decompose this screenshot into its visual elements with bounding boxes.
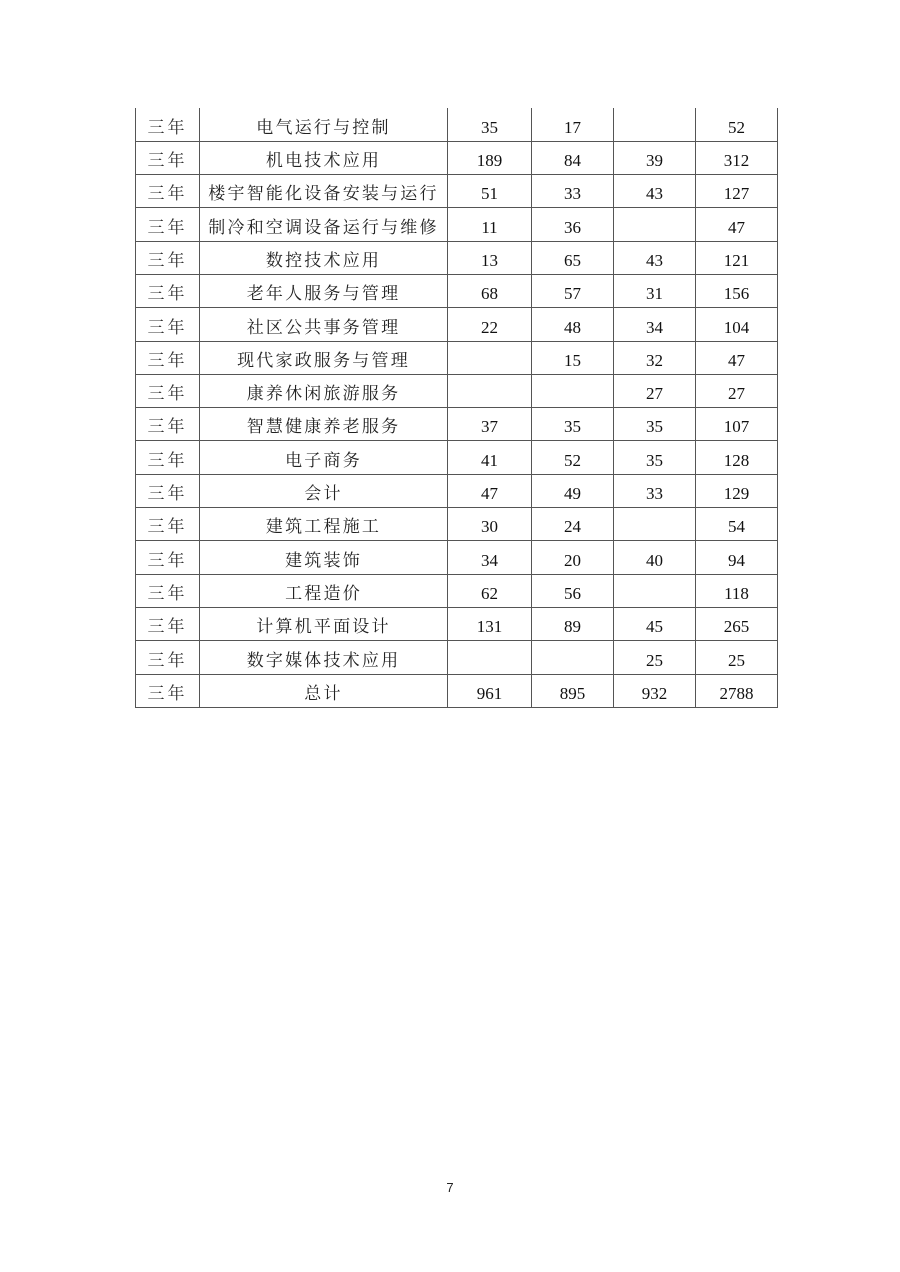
total-count-cell: 127 bbox=[696, 175, 778, 208]
grade-1-count-cell: 11 bbox=[448, 208, 532, 241]
table-row bbox=[136, 408, 778, 441]
grade-2-count-cell: 49 bbox=[532, 474, 614, 507]
total-count-cell: 52 bbox=[696, 108, 778, 141]
table-row bbox=[136, 141, 778, 174]
table-row bbox=[136, 441, 778, 474]
duration-cell: 三年 bbox=[136, 508, 200, 541]
grade-3-count-cell: 31 bbox=[614, 274, 696, 307]
table-row-total bbox=[136, 674, 778, 707]
grade-2-count-cell: 33 bbox=[532, 175, 614, 208]
table-row bbox=[136, 541, 778, 574]
grade-2-count-cell: 17 bbox=[532, 108, 614, 141]
major-name-cell: 社区公共事务管理 bbox=[200, 308, 448, 341]
grade-2-count-cell: 35 bbox=[532, 408, 614, 441]
grade-2-count-cell: 24 bbox=[532, 508, 614, 541]
grade-2-count-cell bbox=[532, 374, 614, 407]
table-row bbox=[136, 274, 778, 307]
major-name-cell: 建筑装饰 bbox=[200, 541, 448, 574]
total-count-cell: 128 bbox=[696, 441, 778, 474]
major-name-cell: 计算机平面设计 bbox=[200, 607, 448, 640]
total-count-cell: 104 bbox=[696, 308, 778, 341]
table-row bbox=[136, 108, 778, 141]
grade-3-count-cell bbox=[614, 508, 696, 541]
major-name-cell: 康养休闲旅游服务 bbox=[200, 374, 448, 407]
grade-1-count-cell bbox=[448, 341, 532, 374]
duration-cell: 三年 bbox=[136, 141, 200, 174]
major-name-cell: 数控技术应用 bbox=[200, 241, 448, 274]
grade-1-count-cell bbox=[448, 374, 532, 407]
duration-cell: 三年 bbox=[136, 308, 200, 341]
grade-2-count-cell: 52 bbox=[532, 441, 614, 474]
total-count-cell: 94 bbox=[696, 541, 778, 574]
total-count-cell: 107 bbox=[696, 408, 778, 441]
grade-2-count-cell: 84 bbox=[532, 141, 614, 174]
major-name-cell: 机电技术应用 bbox=[200, 141, 448, 174]
duration-cell: 三年 bbox=[136, 241, 200, 274]
table-row bbox=[136, 374, 778, 407]
total-count-cell: 54 bbox=[696, 508, 778, 541]
duration-cell: 三年 bbox=[136, 374, 200, 407]
grade-3-count-cell: 45 bbox=[614, 607, 696, 640]
major-name-cell: 电子商务 bbox=[200, 441, 448, 474]
grade-3-count-cell: 43 bbox=[614, 241, 696, 274]
grade-2-count-cell bbox=[532, 641, 614, 674]
grade-3-count-cell: 33 bbox=[614, 474, 696, 507]
total-count-cell: 118 bbox=[696, 574, 778, 607]
grade-3-count-cell: 25 bbox=[614, 641, 696, 674]
duration-cell: 三年 bbox=[136, 408, 200, 441]
grade-3-count-cell: 27 bbox=[614, 374, 696, 407]
major-name-cell: 老年人服务与管理 bbox=[200, 274, 448, 307]
table-row bbox=[136, 574, 778, 607]
table-row bbox=[136, 175, 778, 208]
major-name-cell: 会计 bbox=[200, 474, 448, 507]
grade-2-count-cell: 15 bbox=[532, 341, 614, 374]
grade-3-count-cell: 34 bbox=[614, 308, 696, 341]
table-row bbox=[136, 208, 778, 241]
total-count-cell: 312 bbox=[696, 141, 778, 174]
grade-3-count-cell: 932 bbox=[614, 674, 696, 707]
total-count-cell: 25 bbox=[696, 641, 778, 674]
grade-1-count-cell: 13 bbox=[448, 241, 532, 274]
total-count-cell: 2788 bbox=[696, 674, 778, 707]
major-name-cell: 工程造价 bbox=[200, 574, 448, 607]
table-row bbox=[136, 641, 778, 674]
total-count-cell: 121 bbox=[696, 241, 778, 274]
duration-cell: 三年 bbox=[136, 674, 200, 707]
major-name-cell: 现代家政服务与管理 bbox=[200, 341, 448, 374]
grade-1-count-cell: 37 bbox=[448, 408, 532, 441]
grade-2-count-cell: 20 bbox=[532, 541, 614, 574]
duration-cell: 三年 bbox=[136, 208, 200, 241]
grade-2-count-cell: 895 bbox=[532, 674, 614, 707]
total-count-cell: 47 bbox=[696, 208, 778, 241]
duration-cell: 三年 bbox=[136, 574, 200, 607]
grade-3-count-cell bbox=[614, 574, 696, 607]
duration-cell: 三年 bbox=[136, 341, 200, 374]
grade-1-count-cell: 62 bbox=[448, 574, 532, 607]
duration-cell: 三年 bbox=[136, 474, 200, 507]
duration-cell: 三年 bbox=[136, 441, 200, 474]
major-name-cell: 建筑工程施工 bbox=[200, 508, 448, 541]
grade-3-count-cell: 40 bbox=[614, 541, 696, 574]
major-name-cell: 总计 bbox=[200, 674, 448, 707]
duration-cell: 三年 bbox=[136, 607, 200, 640]
table-row bbox=[136, 474, 778, 507]
grade-3-count-cell: 35 bbox=[614, 408, 696, 441]
grade-1-count-cell: 35 bbox=[448, 108, 532, 141]
grade-1-count-cell: 189 bbox=[448, 141, 532, 174]
grade-2-count-cell: 36 bbox=[532, 208, 614, 241]
grade-3-count-cell: 35 bbox=[614, 441, 696, 474]
grade-1-count-cell: 47 bbox=[448, 474, 532, 507]
grade-3-count-cell: 39 bbox=[614, 141, 696, 174]
enrollment-table bbox=[135, 108, 778, 708]
table-row bbox=[136, 607, 778, 640]
total-count-cell: 47 bbox=[696, 341, 778, 374]
major-name-cell: 制冷和空调设备运行与维修 bbox=[200, 208, 448, 241]
grade-1-count-cell: 34 bbox=[448, 541, 532, 574]
grade-2-count-cell: 89 bbox=[532, 607, 614, 640]
total-count-cell: 156 bbox=[696, 274, 778, 307]
table-row bbox=[136, 508, 778, 541]
major-name-cell: 电气运行与控制 bbox=[200, 108, 448, 141]
major-name-cell: 楼宇智能化设备安装与运行 bbox=[200, 175, 448, 208]
page-number: 7 bbox=[446, 1180, 454, 1195]
grade-3-count-cell: 43 bbox=[614, 175, 696, 208]
duration-cell: 三年 bbox=[136, 541, 200, 574]
grade-1-count-cell bbox=[448, 641, 532, 674]
grade-2-count-cell: 57 bbox=[532, 274, 614, 307]
grade-2-count-cell: 56 bbox=[532, 574, 614, 607]
major-name-cell: 数字媒体技术应用 bbox=[200, 641, 448, 674]
duration-cell: 三年 bbox=[136, 108, 200, 141]
grade-1-count-cell: 41 bbox=[448, 441, 532, 474]
grade-2-count-cell: 65 bbox=[532, 241, 614, 274]
grade-1-count-cell: 68 bbox=[448, 274, 532, 307]
grade-3-count-cell bbox=[614, 208, 696, 241]
total-count-cell: 265 bbox=[696, 607, 778, 640]
grade-2-count-cell: 48 bbox=[532, 308, 614, 341]
duration-cell: 三年 bbox=[136, 274, 200, 307]
grade-1-count-cell: 22 bbox=[448, 308, 532, 341]
total-count-cell: 129 bbox=[696, 474, 778, 507]
grade-1-count-cell: 30 bbox=[448, 508, 532, 541]
table-body bbox=[136, 108, 778, 707]
grade-3-count-cell: 32 bbox=[614, 341, 696, 374]
grade-1-count-cell: 961 bbox=[448, 674, 532, 707]
total-count-cell: 27 bbox=[696, 374, 778, 407]
table-row bbox=[136, 341, 778, 374]
grade-3-count-cell bbox=[614, 108, 696, 141]
major-name-cell: 智慧健康养老服务 bbox=[200, 408, 448, 441]
duration-cell: 三年 bbox=[136, 641, 200, 674]
table-row bbox=[136, 308, 778, 341]
duration-cell: 三年 bbox=[136, 175, 200, 208]
grade-1-count-cell: 131 bbox=[448, 607, 532, 640]
table-row bbox=[136, 241, 778, 274]
grade-1-count-cell: 51 bbox=[448, 175, 532, 208]
